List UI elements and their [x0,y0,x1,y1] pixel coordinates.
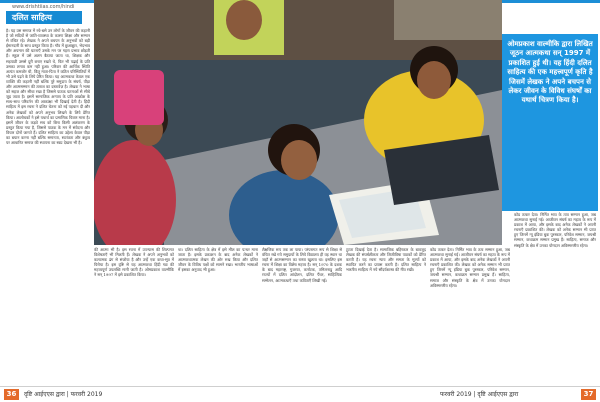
classroom-photo [94,0,502,245]
text-column-1: है। यह उस समाज में रचे-बसे उन लोगों के जीवन की कहानी है जो सदियों से जाति-व्यवस्था के कारण शिक्षा और सम्मान से वंचित रहे। लेखक ने अपने बचपन के अनुभवों को बड़ी ईमानदारी के साथ प्रस्तुत किया है। गाँव में छुआछूत, भेदभाव और अपमान की घटनाएँ उसके मन पर गहरा प्रभाव छोड़ती हैं। स्कूल में उसे अलग बैठाया जाता था, शिक्षक और सहपाठी उससे दूरी बनाए रखते थे, फिर भी पढ़ाई के प्रति उसका लगाव कम नहीं हुआ। परिवार की आर्थिक स्थिति अत्यंत कमजोर थी, किंतु माता-पिता ने कठिन परिस्थितियों में भी उसे पढ़ने के लिये प्रेरित किया। यह आत्मकथा केवल एक व्यक्ति की कहानी नहीं बल्कि पूरे समुदाय के संघर्ष, पीड़ा और आत्मसम्मान की तलाश का दस्तावेज़ है। लेखक ने भाषा को सहज और सीधा रखा है जिससे पाठक घटनाओं से सीधे जुड़ जाता है। इसमें सामाजिक अन्याय के प्रति आक्रोश के साथ-साथ परिवर्तन की आकांक्षा भी दिखाई देती है। हिंदी साहित्य में इस रचना ने दलित चेतना को नई पहचान दी और अनेक लेखकों को अपने अनुभव लिखने के लिये प्रेरित किया। आलोचकों ने इसे यथार्थ का प्रमाणिक चित्रण माना है। इसमें जीवन के कड़वे सच को बिना किसी अलंकरण के प्रस्तुत किया गया है, जिससे पाठक के मन में संवेदना और विचार दोनों जागते हैं। दलित साहित्य का उद्देश्य केवल पीड़ा का बयान करना नहीं बल्कि समानता, स्वतंत्रता और बंधुत्व पर आधारित समाज की स्थापना का स्वप्न देखना भी है। [6,28,90,146]
header-url: www.drishtiias.com/hindi [12,4,75,10]
page-footer [0,386,600,402]
text-column-3: था। दलित साहित्य के क्षेत्र में इसे मील का पत्थर माना जाता है। इसके प्रकाशन के बाद अनेक लेखकों ने आत्मकथात्मक लेखन की ओर रुख किया और दलित जीवन के विविध पक्षों को सामने रखा। भारतीय भाषाओं में इसका अनुवाद भी हुआ। [178,247,258,273]
pull-quote: ओमप्रकाश वाल्मीकि द्वारा लिखित जूठन आत्मकथा सन् 1997 में प्रकाशित हुई थी। यह हिंदी दलित साहित्य की एक महत्त्वपूर्ण कृति है जिसमें लेखक ने अपने बचपन से लेकर जीवन के विविध संघर्षों का यथार्थ चित्रण किया है। [502,34,598,211]
text-column-5: टूटता दिखाई देता है। सामाजिक बहिष्कार के बावजूद लेखक की संघर्षशीलता और जिजीविषा पाठकों को प्रेरित करती है। यह रचना न्याय और समता के मूल्यों को स्थापित करने का प्रयास करती है। दलित साहित्य ने भारतीय साहित्य में नये सौंदर्यशास्त्र की नींव रखी। [346,247,426,273]
text-column-7: कोड तत्कर देता। निर्मित भाव के तत्व सम्मान हुआ, जब आत्मकथा सुनाई गई। आजीवन संघर्ष का महत्व के रूप में प्रकाश में आया, और इसके बाद अनेक लेखकों ने अपनी रचनाएँ प्रकाशित की। लेखक को अनेक सम्मान भी प्राप्त हुए जिनमें न्यू इंडिया बुक पुरस्कार, परिवेश सम्मान, जयश्री सम्मान, कथाक्रम सम्मान प्रमुख हैं। साहित्य, समाज और संस्कृति के क्षेत्र में उनका योगदान अविस्मरणीय रहेगा। [514,212,596,248]
text-column-4: शैक्षणिक रूप तक ला पाया। परंपरागत रूप से शिक्षा से वंचित रखे गये समुदायों के लिये विद्यालय ही वह स्थान था जहाँ से आत्मसम्मान का रास्ता खुलता था। इसलिए इस रचना में शिक्षा का विशेष महत्त्व है। सन् 1970 के दशक के बाद महाराष्ट्र, गुजरात, कर्नाटक, तमिलनाडु आदि राज्यों में दलित आंदोलन, दलित पैंथर, साहित्यिक सम्मेलन, आत्मकथाएँ तथा कविताएँ लिखी गईं। [262,247,342,283]
text-column-6: कोड तत्कर देता। निर्मित भाव के तत्व सम्मान हुआ, जब आत्मकथा सुनाई गई। आजीवन संघर्ष का महत्व के रूप में प्रकाश में आया, और इसके बाद अनेक लेखकों ने अपनी रचनाएँ प्रकाशित की। लेखक को अनेक सम्मान भी प्राप्त हुए जिनमें न्यू इंडिया बुक पुरस्कार, परिवेश सम्मान, जयश्री सम्मान, कथाक्रम सम्मान प्रमुख हैं। साहित्य, समाज और संस्कृति के क्षेत्र में उनका योगदान अविस्मरणीय रहेगा। [430,247,510,288]
right-footer-text: फरवरी 2019 | दृष्टि आईएएस द्वारा [440,391,519,398]
left-footer-text: दृष्टि आईएएस द्वारा | फरवरी 2019 [24,391,103,398]
right-page-number: 37 [581,389,596,400]
text-column-2: की आत्मा भी है। इस रचना में उपन्यास की शिल्पगत विशेषताएँ भी मिलती हैं। लेखक ने अपने अनुभवों को कलात्मक ढंग से संजोया है और उन्हें एक कथा-सूत्र में पिरोया है। इस दृष्टि से यह आत्मकथा हिंदी गद्य की महत्त्वपूर्ण उपलब्धि मानी जाती है। ओमप्रकाश वाल्मीकि ने सन् 1997 में इसे प्रकाशित किया। [94,247,174,278]
left-page-number: 36 [4,389,19,400]
section-title: दलित साहित्य [6,11,82,24]
